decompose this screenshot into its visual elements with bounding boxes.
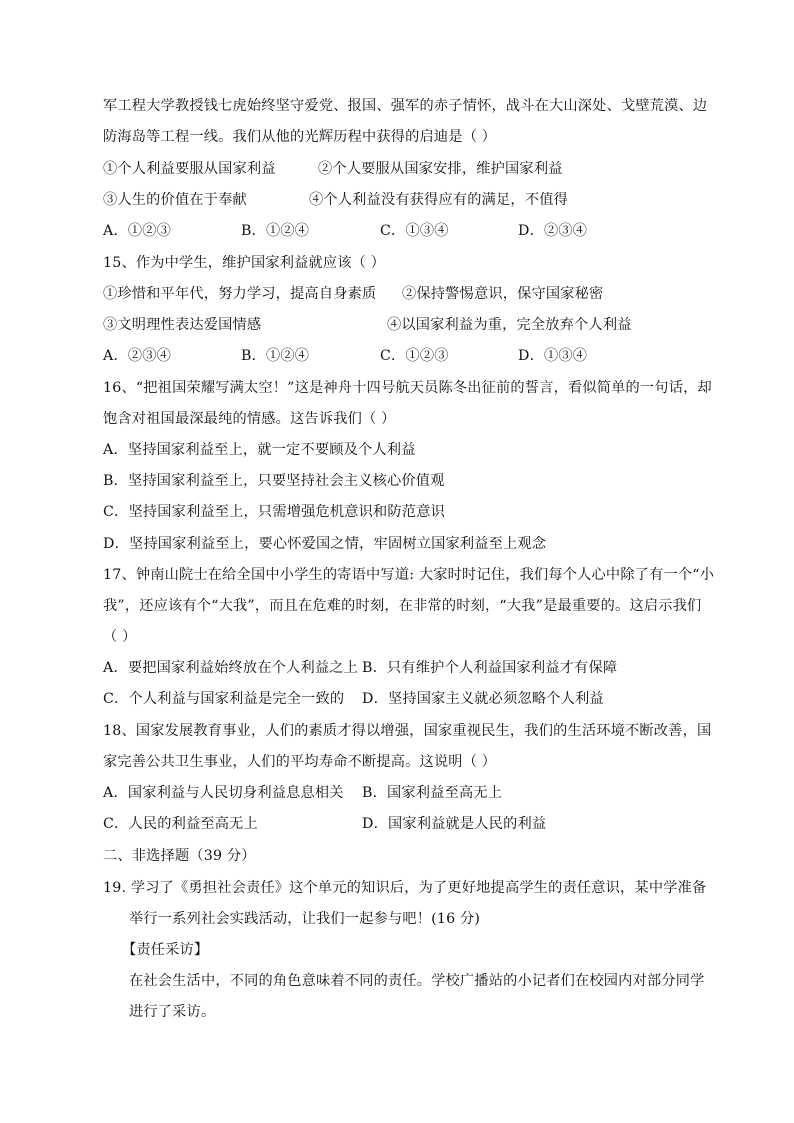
q14-item-1: ①个人利益要服从国家利益	[103, 161, 276, 177]
q14-option-a: A．①②③	[103, 223, 171, 239]
q15-option-b: B．①②④	[241, 348, 310, 364]
q17-option-b: B．只有维护个人利益国家利益才有保障	[362, 660, 618, 676]
q18-option-a: A．国家利益与人民切身利益息息相关	[103, 785, 344, 801]
q19-stem-line-2: 举行一系列社会实践活动，让我们一起参与吧！(16 分)	[129, 911, 481, 927]
q17-stem-line-2: 我”，还应该有个“大我”，而且在危难的时刻，在非常的时刻，“大我”是最重要的。这启示我们	[103, 598, 702, 614]
q14-option-b: B．①②④	[241, 223, 310, 239]
q16-option-c: C．坚持国家利益至上，只需增强危机意识和防范意识	[103, 504, 445, 520]
q14-item-2: ②个人要服从国家安排，维护国家利益	[318, 161, 563, 177]
q14-option-d: D．②③④	[518, 223, 588, 239]
q18-option-b: B．国家利益至高无上	[362, 785, 503, 801]
q14-stem-line-2: 防海岛等工程一线。我们从他的光辉历程中获得的启迪是（ ）	[103, 129, 497, 145]
q14-stem-line-1: 军工程大学教授钱七虎始终坚守爱党、报国、强军的赤子情怀，战斗在大山深处、戈壁荒漠、边	[103, 98, 708, 114]
q16-stem-line-1: 16、“把祖国荣耀写满太空！”这是神舟十四号航天员陈冬出征前的誓言，看似简单的一句话，却	[103, 380, 712, 396]
q19-paragraph-line-2: 进行了采访。	[129, 1004, 216, 1020]
q14-item-3: ③人生的价值在于奉献	[103, 192, 247, 208]
q17-option-d: D．坚持国家主义就必须忽略个人利益	[362, 691, 604, 707]
q17-option-a: A．要把国家利益始终放在个人利益之上	[103, 660, 359, 676]
q17-stem-line-1: 17、钟南山院士在给全国中小学生的寄语中写道: 大家时时记住，我们每个人心中除了有一个“小	[103, 567, 715, 583]
q15-item-1: ①珍惜和平年代，努力学习，提高自身素质	[103, 286, 377, 302]
q15-item-2: ②保持警惕意识，保守国家秘密	[402, 286, 604, 302]
q14-item-4: ④个人利益没有获得应有的满足，不值得	[309, 192, 568, 208]
q16-stem-line-2: 饱含对祖国最深最纯的情感。这告诉我们（ ）	[103, 411, 396, 427]
q18-option-c: C．人民的利益至高无上	[103, 816, 258, 832]
q16-option-d: D．坚持国家利益至上，要心怀爱国之情，牢固树立国家利益至上观念	[103, 536, 547, 552]
q16-option-b: B．坚持国家利益至上，只要坚持社会主义核心价值观	[103, 473, 445, 489]
q18-stem-line-2: 家完善公共卫生事业，人们的平均寿命不断提高。这说明（ ）	[103, 754, 497, 770]
q15-option-c: C．①②③	[380, 348, 449, 364]
q19-paragraph-line-1: 在社会生活中，不同的角色意味着不同的责任。学校广播站的小记者们在校园内对部分同学	[129, 973, 705, 989]
q16-option-a: A．坚持国家利益至上，就一定不要顾及个人利益	[103, 442, 416, 458]
q17-stem-line-3: （ ）	[103, 629, 137, 645]
q14-option-c: C．①③④	[380, 223, 449, 239]
q19-sub-heading: 【责任采访】	[122, 942, 209, 958]
q18-option-d: D．国家利益就是人民的利益	[362, 816, 547, 832]
q15-option-a: A．②③④	[103, 348, 171, 364]
q15-item-4: ④以国家利益为重，完全放弃个人利益	[387, 317, 632, 333]
section-heading: 二、非选择题（39 分）	[103, 848, 256, 864]
q15-stem: 15、作为中学生，维护国家利益就应该（ ）	[103, 255, 386, 271]
q18-stem-line-1: 18、国家发展教育事业，人们的素质才得以增强，国家重视民生，我们的生活环境不断改善，国	[103, 723, 712, 739]
q15-option-d: D．①③④	[518, 348, 588, 364]
q19-stem-line-1: 19. 学习了《勇担社会责任》这个单元的知识后，为了更好地提高学生的责任意识，某中学准备	[103, 880, 707, 896]
q15-item-3: ③文明理性表达爱国情感	[103, 317, 262, 333]
q17-option-c: C．个人利益与国家利益是完全一致的	[103, 691, 345, 707]
